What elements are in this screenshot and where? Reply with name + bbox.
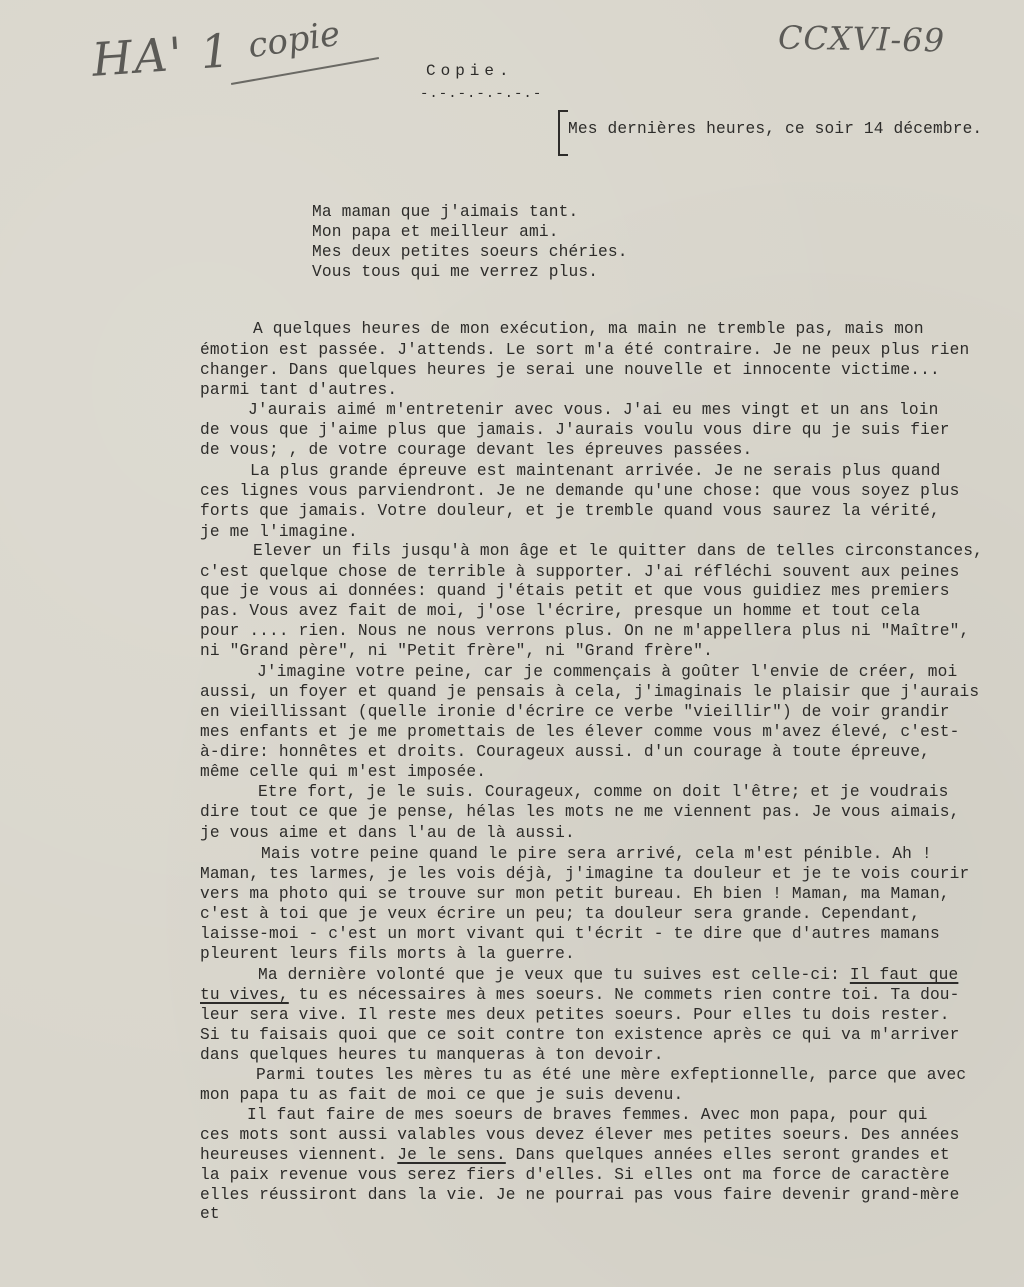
underlined-phrase: Je le sens. xyxy=(397,1146,506,1164)
dedication-line: Mon papa et meilleur ami. xyxy=(312,223,559,241)
letter-line: la paix revenue vous serez fiers d'elles. Si elles ont ma force de caractère xyxy=(200,1166,950,1184)
letter-line xyxy=(200,1146,950,1164)
letter-line: de vous; , de votre courage devant les épreuves passées. xyxy=(200,441,753,459)
letter-line: Si tu faisais quoi que ce soit contre ton existence après ce qui va m'arriver xyxy=(200,1026,960,1044)
handwritten-copie-note: copie xyxy=(245,13,343,67)
letter-line: changer. Dans quelques heures je serai une nouvelle et innocente victime... xyxy=(200,361,940,379)
handwritten-reference-left: HA' 1 xyxy=(90,23,234,87)
line-text: tu es nécessaires à mes soeurs. Ne commets rien contre toi. Ta dou- xyxy=(288,986,960,1004)
letter-line: parmi tant d'autres. xyxy=(200,381,398,399)
letter-line: J'aurais aimé m'entretenir avec vous. J'ai eu mes vingt et un ans loin xyxy=(248,401,939,419)
letter-line: ces lignes vous parviendront. Je ne demande qu'une chose: que vous soyez plus xyxy=(200,482,960,500)
letter-line: c'est à toi que je veux écrire un peu; ta douleur sera grande. Cependant, xyxy=(200,905,921,923)
dedication-line: Ma maman que j'aimais tant. xyxy=(312,203,579,221)
letter-line: forts que jamais. Votre douleur, et je tremble quand vous saurez la vérité, xyxy=(200,502,940,520)
letter-line: Mais votre peine quand le pire sera arrivé, cela m'est pénible. Ah ! xyxy=(261,845,932,863)
letter-line: Parmi toutes les mères tu as été une mère exfeptionnelle, parce que avec xyxy=(256,1066,967,1084)
line-text: heureuses viennent. xyxy=(200,1146,398,1164)
letter-line: Il faut faire de mes soeurs de braves femmes. Avec mon papa, pour qui xyxy=(247,1106,928,1124)
letter-line: que je vous ai données: quand j'étais petit et que vous guidiez mes premiers xyxy=(200,582,950,600)
letter-line: Maman, tes larmes, je les vois déjà, j'imagine ta douleur et je te vois courir xyxy=(200,865,970,883)
letter-line: je me l'imagine. xyxy=(200,523,358,541)
letter-line: ni "Grand père", ni "Petit frère", ni "Grand frère". xyxy=(200,642,713,660)
letter-line: Etre fort, je le suis. Courageux, comme on doit l'être; et je voudrais xyxy=(258,783,949,801)
letter-line: aussi, un foyer et quand je pensais à cela, j'imaginais le plaisir que j'aurais xyxy=(200,683,980,701)
letter-line: de vous que j'aime plus que jamais. J'aurais voulu vous dire qu je suis fier xyxy=(200,421,950,439)
handwritten-reference-right: CCXVI-69 xyxy=(777,18,946,60)
letter-line: leur sera vive. Il reste mes deux petites soeurs. Pour elles tu dois rester. xyxy=(200,1006,950,1024)
letter-line: dans quelques heures tu manqueras à ton devoir. xyxy=(200,1046,664,1064)
line-text: Ma dernière volonté que je veux que tu suives est celle-ci: xyxy=(258,966,850,984)
letter-line: elles réussiront dans la vie. Je ne pourrai pas vous faire devenir grand-mère xyxy=(200,1186,960,1204)
letter-line: je vous aime et dans l'au de là aussi. xyxy=(200,824,575,842)
letter-line: même celle qui m'est imposée. xyxy=(200,763,487,781)
letter-line: et xyxy=(200,1205,220,1223)
letter-line: La plus grande épreuve est maintenant arrivée. Je ne serais plus quand xyxy=(250,462,941,480)
dedication-line: Vous tous qui me verrez plus. xyxy=(312,263,599,281)
letter-line: mon papa tu as fait de moi ce que je suis devenu. xyxy=(200,1086,684,1104)
letter-line: pour .... rien. Nous ne nous verrons plus. On ne m'appellera plus ni "Maître", xyxy=(200,622,970,640)
letter-line: ces mots sont aussi valables vous devez élever mes petites soeurs. Des années xyxy=(200,1126,960,1144)
letter-line: dire tout ce que je pense, hélas les mots ne me viennent pas. Je vous aimais, xyxy=(200,803,960,821)
line-text: Dans quelques années elles seront grandes et xyxy=(505,1146,950,1164)
letter-line: J'imagine votre peine, car je commençais à goûter l'envie de créer, moi xyxy=(257,663,958,681)
letter-line: laisse-moi - c'est un mort vivant qui t'écrit - te dire que d'autres mamans xyxy=(200,925,940,943)
letter-line: vers ma photo qui se trouve sur mon petit bureau. Eh bien ! Maman, ma Maman, xyxy=(200,885,950,903)
underlined-phrase: tu vives, xyxy=(200,986,289,1004)
dateline: Mes dernières heures, ce soir 14 décembre. xyxy=(568,120,983,138)
letter-line: A quelques heures de mon exécution, ma main ne tremble pas, mais mon xyxy=(253,320,924,338)
letter-line: à-dire: honnêtes et droits. Courageux aussi. d'un courage à toute épreuve, xyxy=(200,743,930,761)
document-title: Copie. xyxy=(426,62,514,80)
title-dash-rule: -.-.-.-.-.-.- xyxy=(420,86,543,102)
letter-line: en vieillissant (quelle ironie d'écrire ce verbe "vieillir") de voir grandir xyxy=(200,703,950,721)
underlined-phrase: Il faut que xyxy=(849,966,959,984)
letter-line xyxy=(258,966,958,984)
letter-line: Elever un fils jusqu'à mon âge et le quitter dans de telles circonstances, xyxy=(253,542,983,560)
letter-line: pleurent leurs fils morts à la guerre. xyxy=(200,945,575,963)
dedication-line: Mes deux petites soeurs chéries. xyxy=(312,243,628,261)
dateline-bracket xyxy=(558,110,568,156)
letter-line: c'est quelque chose de terrible à supporter. J'ai réfléchi souvent aux peines xyxy=(200,563,960,581)
letter-line: pas. Vous avez fait de moi, j'ose l'écrire, presque un homme et tout cela xyxy=(200,602,921,620)
letter-line: mes enfants et je me promettais de les élever comme vous m'avez élevé, c'est- xyxy=(200,723,960,741)
letter-line xyxy=(200,986,960,1004)
letter-line: émotion est passée. J'attends. Le sort m'a été contraire. Je ne peux plus rien xyxy=(200,341,970,359)
